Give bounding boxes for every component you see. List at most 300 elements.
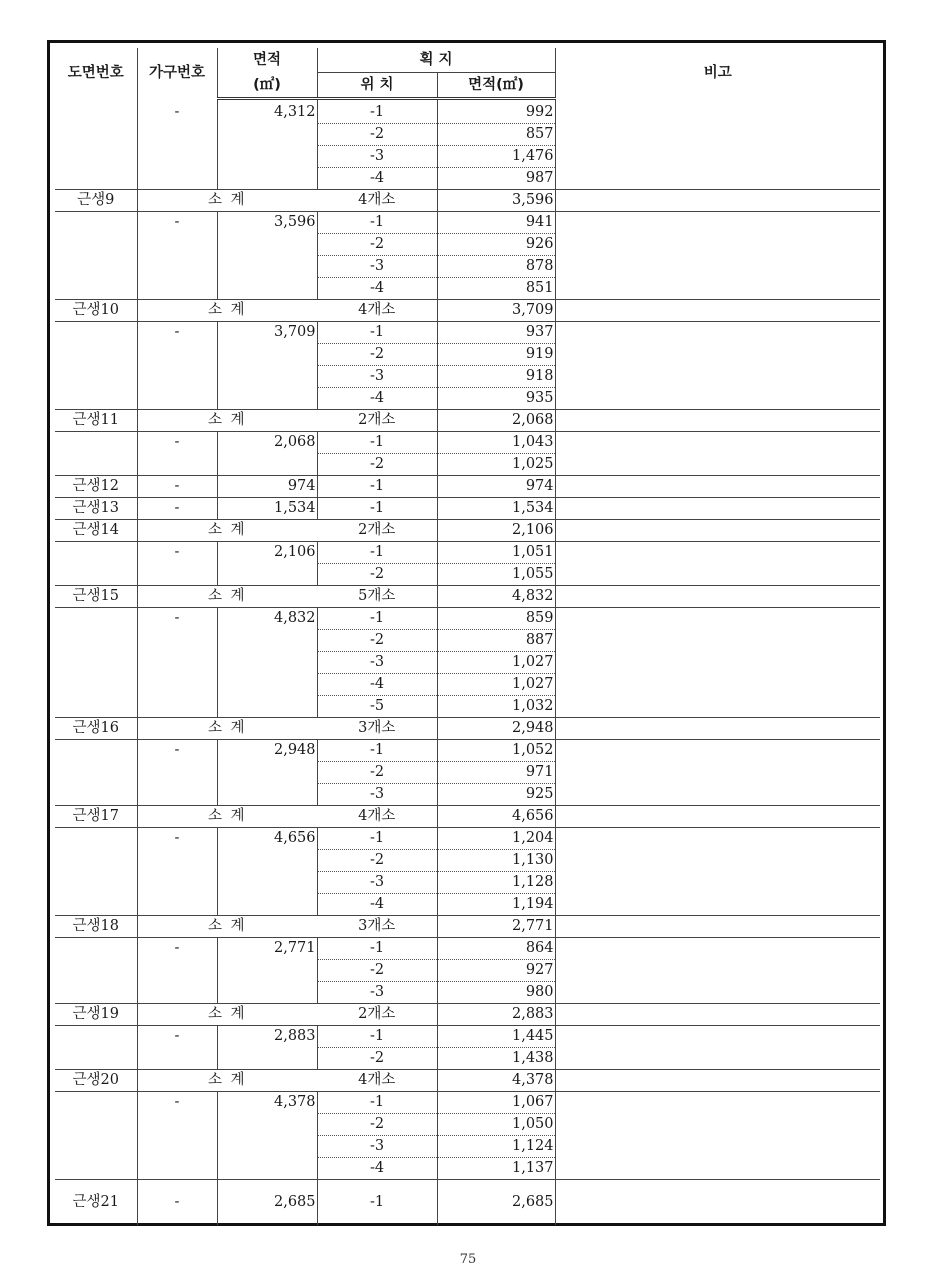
table-row xyxy=(55,234,880,256)
drawing-no-cell xyxy=(55,256,137,278)
subtotal-row xyxy=(55,520,880,542)
header-area-unit: (㎡) xyxy=(217,73,317,99)
subtotal-row xyxy=(55,190,880,212)
block-no-cell xyxy=(137,1114,217,1136)
lot-area-cell: 941 xyxy=(437,212,555,234)
block-no-cell xyxy=(137,1158,217,1180)
table-row xyxy=(55,388,880,410)
lot-area-cell: 971 xyxy=(437,762,555,784)
table-row xyxy=(55,1114,880,1136)
area-cell xyxy=(217,234,317,256)
location-cell: -2 xyxy=(317,344,437,366)
area-cell xyxy=(217,1114,317,1136)
location-cell: -3 xyxy=(317,982,437,1004)
block-no-cell xyxy=(137,696,217,718)
remarks-cell xyxy=(555,520,880,542)
table-row xyxy=(55,366,880,388)
table-row xyxy=(55,168,880,190)
remarks-cell xyxy=(555,190,880,212)
remarks-cell xyxy=(555,168,880,190)
drawing-no-cell: 근생9 xyxy=(55,190,137,212)
drawing-no-cell xyxy=(55,278,137,300)
remarks-cell xyxy=(555,99,880,124)
subtotal-row xyxy=(55,1070,880,1092)
subtotal-row xyxy=(55,806,880,828)
lot-area-cell: 1,534 xyxy=(437,498,555,520)
remarks-cell xyxy=(555,322,880,344)
area-cell: 2,883 xyxy=(217,1026,317,1048)
block-no-cell xyxy=(137,894,217,916)
table-row xyxy=(55,784,880,806)
block-no-cell xyxy=(137,674,217,696)
location-cell: -3 xyxy=(317,1136,437,1158)
drawing-no-cell xyxy=(55,344,137,366)
location-cell: 2개소 xyxy=(317,1004,437,1026)
table-row xyxy=(55,432,880,454)
remarks-cell xyxy=(555,1136,880,1158)
location-cell: -3 xyxy=(317,872,437,894)
lot-area-cell: 1,050 xyxy=(437,1114,555,1136)
drawing-no-cell xyxy=(55,388,137,410)
drawing-no-cell xyxy=(55,168,137,190)
table-row xyxy=(55,872,880,894)
lot-area-cell: 1,027 xyxy=(437,674,555,696)
block-no-cell xyxy=(137,124,217,146)
area-cell xyxy=(217,124,317,146)
drawing-no-cell: 근생14 xyxy=(55,520,137,542)
lot-area-cell: 1,067 xyxy=(437,1092,555,1114)
remarks-cell xyxy=(555,1048,880,1070)
block-no-cell xyxy=(137,454,217,476)
drawing-no-cell xyxy=(55,674,137,696)
area-cell xyxy=(217,1048,317,1070)
location-cell: -4 xyxy=(317,674,437,696)
remarks-cell xyxy=(555,850,880,872)
lot-area-cell: 1,055 xyxy=(437,564,555,586)
table-row xyxy=(55,762,880,784)
remarks-cell xyxy=(555,278,880,300)
area-cell xyxy=(217,256,317,278)
remarks-cell xyxy=(555,476,880,498)
table-row xyxy=(55,344,880,366)
drawing-no-cell: 근생11 xyxy=(55,410,137,432)
location-cell: 3개소 xyxy=(317,916,437,938)
area-cell: 4,832 xyxy=(217,608,317,630)
remarks-cell xyxy=(555,674,880,696)
location-cell: 4개소 xyxy=(317,300,437,322)
location-cell: -1 xyxy=(317,476,437,498)
remarks-cell xyxy=(555,454,880,476)
remarks-cell xyxy=(555,388,880,410)
remarks-cell xyxy=(555,894,880,916)
drawing-no-cell xyxy=(55,982,137,1004)
subtotal-row xyxy=(55,1004,880,1026)
header-location: 위 치 xyxy=(317,73,437,99)
location-cell: -2 xyxy=(317,762,437,784)
remarks-cell xyxy=(555,652,880,674)
lot-area-cell: 1,438 xyxy=(437,1048,555,1070)
lot-area-cell: 1,194 xyxy=(437,894,555,916)
table-row xyxy=(55,630,880,652)
block-no-cell: - xyxy=(137,322,217,344)
drawing-no-cell xyxy=(55,1114,137,1136)
table-row xyxy=(55,1048,880,1070)
table-row xyxy=(55,652,880,674)
location-cell: -1 xyxy=(317,1092,437,1114)
table-row xyxy=(55,1026,880,1048)
area-cell xyxy=(217,872,317,894)
drawing-no-cell: 근생17 xyxy=(55,806,137,828)
block-no-cell xyxy=(137,1136,217,1158)
table-row xyxy=(55,498,880,520)
lot-area-cell: 1,130 xyxy=(437,850,555,872)
remarks-cell xyxy=(555,498,880,520)
area-cell: 2,771 xyxy=(217,938,317,960)
table-row xyxy=(55,256,880,278)
block-no-cell: - xyxy=(137,498,217,520)
drawing-no-cell xyxy=(55,1136,137,1158)
lot-area-cell: 1,025 xyxy=(437,454,555,476)
remarks-cell xyxy=(555,300,880,322)
location-cell: -1 xyxy=(317,212,437,234)
location-cell: -1 xyxy=(317,608,437,630)
lot-area-cell: 1,124 xyxy=(437,1136,555,1158)
lot-area-cell: 1,476 xyxy=(437,146,555,168)
location-cell: -2 xyxy=(317,234,437,256)
block-no-cell: - xyxy=(137,608,217,630)
block-no-cell: - xyxy=(137,432,217,454)
remarks-cell xyxy=(555,938,880,960)
drawing-no-cell xyxy=(55,740,137,762)
table-row xyxy=(55,894,880,916)
location-cell: -2 xyxy=(317,564,437,586)
location-cell: -1 xyxy=(317,99,437,124)
remarks-cell xyxy=(555,784,880,806)
remarks-cell xyxy=(555,696,880,718)
remarks-cell xyxy=(555,234,880,256)
area-cell: 4,312 xyxy=(217,99,317,124)
area-cell xyxy=(217,168,317,190)
location-cell: 5개소 xyxy=(317,586,437,608)
lot-area-cell: 992 xyxy=(437,99,555,124)
table-row xyxy=(55,278,880,300)
area-cell xyxy=(217,762,317,784)
drawing-no-cell xyxy=(55,564,137,586)
block-no-cell xyxy=(137,960,217,982)
remarks-cell xyxy=(555,608,880,630)
drawing-no-cell xyxy=(55,366,137,388)
drawing-no-cell xyxy=(55,1092,137,1114)
area-cell xyxy=(217,652,317,674)
location-cell: -2 xyxy=(317,960,437,982)
area-cell: 2,068 xyxy=(217,432,317,454)
subtotal-label: 소 계 xyxy=(137,916,317,938)
block-no-cell xyxy=(137,388,217,410)
area-cell: 4,656 xyxy=(217,828,317,850)
header-drawing-no: 도면번호 xyxy=(67,65,124,82)
remarks-cell xyxy=(555,630,880,652)
area-cell xyxy=(217,1136,317,1158)
table-row xyxy=(55,542,880,564)
remarks-cell xyxy=(555,432,880,454)
lot-area-cell: 974 xyxy=(437,476,555,498)
drawing-no-cell xyxy=(55,608,137,630)
lot-area-cell: 926 xyxy=(437,234,555,256)
remarks-cell xyxy=(555,806,880,828)
drawing-no-cell xyxy=(55,938,137,960)
location-cell: -3 xyxy=(317,784,437,806)
drawing-no-cell: 근생10 xyxy=(55,300,137,322)
block-no-cell xyxy=(137,366,217,388)
drawing-no-cell xyxy=(55,828,137,850)
area-cell xyxy=(217,366,317,388)
area-cell: 1,534 xyxy=(217,498,317,520)
location-cell: -1 xyxy=(317,498,437,520)
table-row xyxy=(55,850,880,872)
location-cell: -2 xyxy=(317,1114,437,1136)
location-cell: -2 xyxy=(317,124,437,146)
lot-area-cell: 859 xyxy=(437,608,555,630)
header-remarks: 비고 xyxy=(555,48,880,99)
block-no-cell xyxy=(137,784,217,806)
area-cell: 2,106 xyxy=(217,542,317,564)
block-no-cell xyxy=(137,344,217,366)
lot-area-cell: 1,032 xyxy=(437,696,555,718)
block-no-cell: - xyxy=(137,740,217,762)
table-row xyxy=(55,1092,880,1114)
lot-area-cell: 1,445 xyxy=(437,1026,555,1048)
block-no-cell xyxy=(137,234,217,256)
table-row xyxy=(55,828,880,850)
lot-area-cell: 1,137 xyxy=(437,1158,555,1180)
location-cell: 4개소 xyxy=(317,1070,437,1092)
area-cell xyxy=(217,696,317,718)
subtotal-label: 소 계 xyxy=(137,300,317,322)
table-row xyxy=(55,1158,880,1180)
block-no-cell: - xyxy=(137,1092,217,1114)
drawing-no-cell: 근생18 xyxy=(55,916,137,938)
lot-area-cell: 4,656 xyxy=(437,806,555,828)
location-cell: -4 xyxy=(317,388,437,410)
lot-area-cell: 918 xyxy=(437,366,555,388)
remarks-cell xyxy=(555,916,880,938)
table-row xyxy=(55,938,880,960)
drawing-no-cell xyxy=(55,146,137,168)
location-cell: -3 xyxy=(317,256,437,278)
location-cell: -4 xyxy=(317,1158,437,1180)
lot-area-cell: 1,204 xyxy=(437,828,555,850)
drawing-no-cell xyxy=(55,212,137,234)
block-no-cell xyxy=(137,872,217,894)
lot-area-cell: 919 xyxy=(437,344,555,366)
subtotal-label: 소 계 xyxy=(137,718,317,740)
drawing-no-cell: 근생12 xyxy=(55,476,137,498)
area-cell xyxy=(217,630,317,652)
remarks-cell xyxy=(555,542,880,564)
drawing-no-cell xyxy=(55,872,137,894)
location-cell: 4개소 xyxy=(317,190,437,212)
drawing-no-cell: 근생13 xyxy=(55,498,137,520)
lot-area-cell: 987 xyxy=(437,168,555,190)
remarks-cell xyxy=(555,1092,880,1114)
subtotal-label: 소 계 xyxy=(137,806,317,828)
lot-area-cell: 935 xyxy=(437,388,555,410)
location-cell: 3개소 xyxy=(317,718,437,740)
area-cell xyxy=(217,344,317,366)
location-cell: -3 xyxy=(317,652,437,674)
remarks-cell xyxy=(555,124,880,146)
table-row xyxy=(55,99,880,124)
drawing-no-cell: 근생15 xyxy=(55,586,137,608)
drawing-no-cell: 근생19 xyxy=(55,1004,137,1026)
drawing-no-cell xyxy=(55,542,137,564)
remarks-cell xyxy=(555,982,880,1004)
block-no-cell xyxy=(137,278,217,300)
block-no-cell xyxy=(137,652,217,674)
lot-area-cell: 2,948 xyxy=(437,718,555,740)
location-cell: -2 xyxy=(317,850,437,872)
area-cell xyxy=(217,894,317,916)
remarks-cell xyxy=(555,146,880,168)
area-cell xyxy=(217,564,317,586)
remarks-cell xyxy=(555,1114,880,1136)
drawing-no-cell xyxy=(55,894,137,916)
location-cell: -1 xyxy=(317,828,437,850)
area-cell xyxy=(217,982,317,1004)
table-header-row xyxy=(55,48,880,73)
remarks-cell xyxy=(555,586,880,608)
area-cell xyxy=(217,278,317,300)
location-cell: -3 xyxy=(317,366,437,388)
subtotal-row xyxy=(55,916,880,938)
block-no-cell: - xyxy=(137,1026,217,1048)
block-no-cell xyxy=(137,146,217,168)
drawing-no-cell xyxy=(55,850,137,872)
subtotal-label: 소 계 xyxy=(137,1070,317,1092)
area-cell: 2,685 xyxy=(217,1180,317,1225)
remarks-cell xyxy=(555,1070,880,1092)
drawing-no-cell xyxy=(55,322,137,344)
table-row xyxy=(55,212,880,234)
block-no-cell: - xyxy=(137,1180,217,1225)
table-row xyxy=(55,124,880,146)
location-cell: -4 xyxy=(317,894,437,916)
drawing-no-cell xyxy=(55,630,137,652)
location-cell: 4개소 xyxy=(317,806,437,828)
subtotal-row xyxy=(55,300,880,322)
drawing-no-cell xyxy=(55,124,137,146)
location-cell: -3 xyxy=(317,146,437,168)
lot-area-cell: 2,068 xyxy=(437,410,555,432)
drawing-no-cell xyxy=(55,696,137,718)
block-no-cell xyxy=(137,564,217,586)
block-no-cell: - xyxy=(137,212,217,234)
remarks-cell xyxy=(555,1180,880,1225)
remarks-cell xyxy=(555,828,880,850)
drawing-no-cell xyxy=(55,1026,137,1048)
remarks-cell xyxy=(555,366,880,388)
drawing-no-cell: 근생20 xyxy=(55,1070,137,1092)
lot-area-cell: 1,027 xyxy=(437,652,555,674)
table-row xyxy=(55,1180,880,1225)
lot-area-cell: 925 xyxy=(437,784,555,806)
location-cell: -1 xyxy=(317,938,437,960)
lot-area-cell: 1,043 xyxy=(437,432,555,454)
area-cell: 3,596 xyxy=(217,212,317,234)
area-cell: 3,709 xyxy=(217,322,317,344)
location-cell: -5 xyxy=(317,696,437,718)
remarks-cell xyxy=(555,1158,880,1180)
remarks-cell xyxy=(555,1004,880,1026)
block-no-cell: - xyxy=(137,938,217,960)
area-cell: 974 xyxy=(217,476,317,498)
lot-area-cell: 927 xyxy=(437,960,555,982)
location-cell: -1 xyxy=(317,740,437,762)
location-cell: -2 xyxy=(317,1048,437,1070)
area-cell xyxy=(217,674,317,696)
block-no-cell xyxy=(137,1048,217,1070)
table-row xyxy=(55,674,880,696)
subtotal-row xyxy=(55,586,880,608)
table-row xyxy=(55,740,880,762)
block-no-cell xyxy=(137,168,217,190)
drawing-no-cell xyxy=(55,784,137,806)
drawing-no-cell xyxy=(55,960,137,982)
table-row xyxy=(55,608,880,630)
table-row xyxy=(55,696,880,718)
drawing-no-cell: 근생16 xyxy=(55,718,137,740)
location-cell: -1 xyxy=(317,542,437,564)
location-cell: -1 xyxy=(317,432,437,454)
lot-area-cell: 3,596 xyxy=(437,190,555,212)
remarks-cell xyxy=(555,564,880,586)
block-no-cell xyxy=(137,630,217,652)
page-number: 75 xyxy=(459,1252,477,1267)
subtotal-label: 소 계 xyxy=(137,1004,317,1026)
table-row xyxy=(55,1136,880,1158)
area-cell xyxy=(217,146,317,168)
header-lots: 획 지 xyxy=(317,48,555,73)
lot-area-cell: 2,685 xyxy=(437,1180,555,1225)
lot-area-table xyxy=(55,48,880,1225)
block-no-cell: - xyxy=(137,476,217,498)
drawing-no-cell xyxy=(55,99,137,124)
remarks-cell xyxy=(555,960,880,982)
table-row xyxy=(55,564,880,586)
location-cell: 2개소 xyxy=(317,410,437,432)
subtotal-label: 소 계 xyxy=(137,520,317,542)
area-cell: 4,378 xyxy=(217,1092,317,1114)
drawing-no-cell: 근생21 xyxy=(55,1180,137,1225)
subtotal-label: 소 계 xyxy=(137,586,317,608)
remarks-cell xyxy=(555,212,880,234)
lot-area-cell: 2,771 xyxy=(437,916,555,938)
table-row xyxy=(55,322,880,344)
lot-area-cell: 878 xyxy=(437,256,555,278)
table-row xyxy=(55,960,880,982)
location-cell: -1 xyxy=(317,1026,437,1048)
remarks-cell xyxy=(555,762,880,784)
area-cell xyxy=(217,784,317,806)
location-cell: -1 xyxy=(317,322,437,344)
remarks-cell xyxy=(555,872,880,894)
lot-area-cell: 864 xyxy=(437,938,555,960)
block-no-cell: - xyxy=(174,103,180,120)
remarks-cell xyxy=(555,1026,880,1048)
remarks-cell xyxy=(555,344,880,366)
location-cell: -2 xyxy=(317,630,437,652)
table-body xyxy=(55,99,880,1225)
